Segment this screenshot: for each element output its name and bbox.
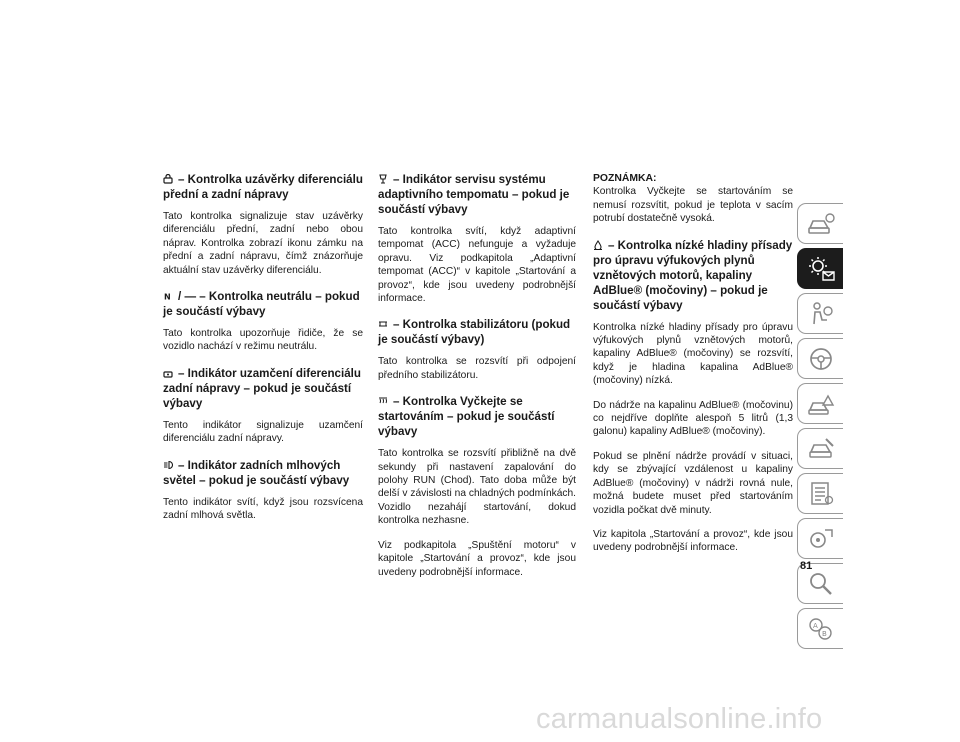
chapter-tabs xyxy=(797,203,843,653)
heading-def-fluid: – Kontrolka nízké hladiny přísady pro úpravu výfukových plynů vznětových motorů, kapaliny AdBlue® (močoviny) – pokud je součástí výbavy xyxy=(593,238,793,312)
magnifier-icon xyxy=(806,570,836,598)
paragraph-sway-bar: Tato kontrolka se rozsvítí při odpojení předního stabilizátoru. xyxy=(378,356,576,381)
rear-axle-lock-icon xyxy=(163,368,173,378)
neutral-icon xyxy=(163,291,173,301)
section-neutral xyxy=(163,289,363,354)
paragraph-wait-to-start-2: Viz podkapitola „Spuštění motoru“ v kapitole „Startování a provoz“, kde jsou uvedeny podrobnější informace. xyxy=(378,539,576,578)
heading-axle-lock: – Kontrolka uzávěrky diferenciálu přední a zadní nápravy xyxy=(163,173,363,201)
note-block xyxy=(593,172,793,226)
svg-text:B: B xyxy=(821,629,827,638)
paragraph-neutral: Tato kontrolka upozorňuje řidiče, že se vozidlo nachází v režimu neutrálu. xyxy=(163,328,363,353)
svg-text:A: A xyxy=(812,621,818,630)
svg-text:N: N xyxy=(164,292,171,302)
section-sway-bar xyxy=(378,317,576,382)
paragraph-rear-axle-lock: Tento indikátor signalizuje uzamčení diferenciálu zadní nápravy. xyxy=(163,419,363,445)
rear-fog-light-icon xyxy=(163,460,173,470)
spec-list-icon xyxy=(806,480,836,508)
column-3 xyxy=(593,172,793,567)
heading-neutral: / — – Kontrolka neutrálu – pokud je součástí výbavy xyxy=(163,290,360,319)
section-rear-axle-lock xyxy=(163,366,363,446)
tab-warning-lights[interactable] xyxy=(797,248,843,289)
heading-rear-axle-lock: – Indikátor uzamčení diferenciálu zadní nápravy – pokud je součástí výbavy xyxy=(163,366,361,410)
axle-lock-icon xyxy=(163,174,173,184)
heading-acc-service: – Indikátor servisu systému adaptivního tempomatu – pokud je součástí výbavy xyxy=(378,173,570,216)
car-info-icon xyxy=(806,210,836,238)
paragraph-rear-fog: Tento indikátor svítí, když jsou rozsvícena zadní mlhová světla. xyxy=(163,496,363,522)
column-2 xyxy=(378,172,576,591)
section-def-fluid xyxy=(593,238,793,555)
section-rear-fog xyxy=(163,458,363,523)
section-acc-service xyxy=(378,172,576,305)
paragraph-axle-lock: Tato kontrolka signalizuje stav uzávěrky diferenciálu přední, zadní nebo obou náprav. Kontrolka zobrazí ikonu zámku na přední a zadní nápravu, čímž znázorňuje aktuální stav uzávěrky diferenciálu. xyxy=(163,211,363,276)
paragraph-def-fluid-3: Pokud se plnění nádrže provádí v situaci, kdy se zbývající vzdálenost u kapaliny AdBlue® (močoviny) v nádrži rovná nule, možná budete muset před startováním vozidla počkat dvě minuty. xyxy=(593,450,793,516)
watermark: carmanualsonline.info xyxy=(536,703,823,735)
tab-multimedia[interactable] xyxy=(797,518,843,559)
paragraph-wait-to-start-1: Tato kontrolka se rozsvítí přibližně na dvě sekundy při nastavení zapalování do polohy RUN (Chod). Tato doba může být delší v závislosti na chladných podmínkách. Vozidlo nezahájí startování, dokud kontrolka nezhasne. xyxy=(378,448,576,527)
tab-car-info[interactable] xyxy=(797,203,843,244)
airbag-safety-icon xyxy=(806,300,836,328)
paragraph-def-fluid-1: Kontrolka nízké hladiny přísady pro úpravu výfukových plynů vznětových motorů, kapaliny AdBlue® (močoviny) se rozsvítí, když je hladina kapalina AdBlue® (močoviny) nízká. xyxy=(593,321,793,387)
heading-wait-to-start: – Kontrolka Vyčkejte se startováním – pokud je součástí výbavy xyxy=(378,395,555,439)
car-accident-icon xyxy=(806,390,836,418)
heading-rear-fog: – Indikátor zadních mlhových světel – pokud je součástí výbavy xyxy=(163,458,350,487)
note-title: POZNÁMKA: xyxy=(593,173,657,184)
car-service-icon xyxy=(806,435,836,463)
multimedia-icon xyxy=(806,525,836,553)
sway-bar-icon xyxy=(378,319,388,329)
tab-driving[interactable] xyxy=(797,338,843,379)
tab-safety[interactable] xyxy=(797,293,843,334)
heading-sway-bar: – Kontrolka stabilizátoru (pokud je součástí výbavy) xyxy=(378,318,571,347)
warning-light-icon xyxy=(806,255,836,283)
paragraph-def-fluid-4: Viz kapitola „Startování a provoz“, kde jsou uvedeny podrobnější informace. xyxy=(593,528,793,554)
tab-emergency[interactable] xyxy=(797,383,843,424)
tab-specifications[interactable] xyxy=(797,473,843,514)
section-wait-to-start xyxy=(378,394,576,579)
steering-wheel-icon xyxy=(806,345,836,373)
tab-service[interactable] xyxy=(797,428,843,469)
paragraph-acc-service: Tato kontrolka svítí, když adaptivní tempomat (ACC) nefunguje a vyžaduje opravu. Viz podkapitola „Adaptivní tempomat (ACC)“ v kapitole „Startování a provoz“, kde jsou uvedeny podrobnější informace. xyxy=(378,226,576,305)
paragraph-def-fluid-2: Do nádrže na kapalinu AdBlue® (močovinu) co nejdříve doplňte alespoň 5 litrů (1,3 galonu) kapaliny AdBlue® (močoviny). xyxy=(593,399,793,438)
page-number: 81 xyxy=(800,560,813,572)
column-1 xyxy=(163,172,363,534)
wait-to-start-icon xyxy=(378,396,388,406)
def-fluid-icon xyxy=(593,240,603,250)
acc-service-icon xyxy=(378,174,388,184)
section-axle-lock xyxy=(163,172,363,277)
tab-languages[interactable] xyxy=(797,608,843,649)
note-text: Kontrolka Vyčkejte se startováním se nemusí rozsvítit, pokud je teplota v sacím potrubí dostatečně vysoká. xyxy=(593,186,793,225)
language-icon xyxy=(806,615,836,643)
